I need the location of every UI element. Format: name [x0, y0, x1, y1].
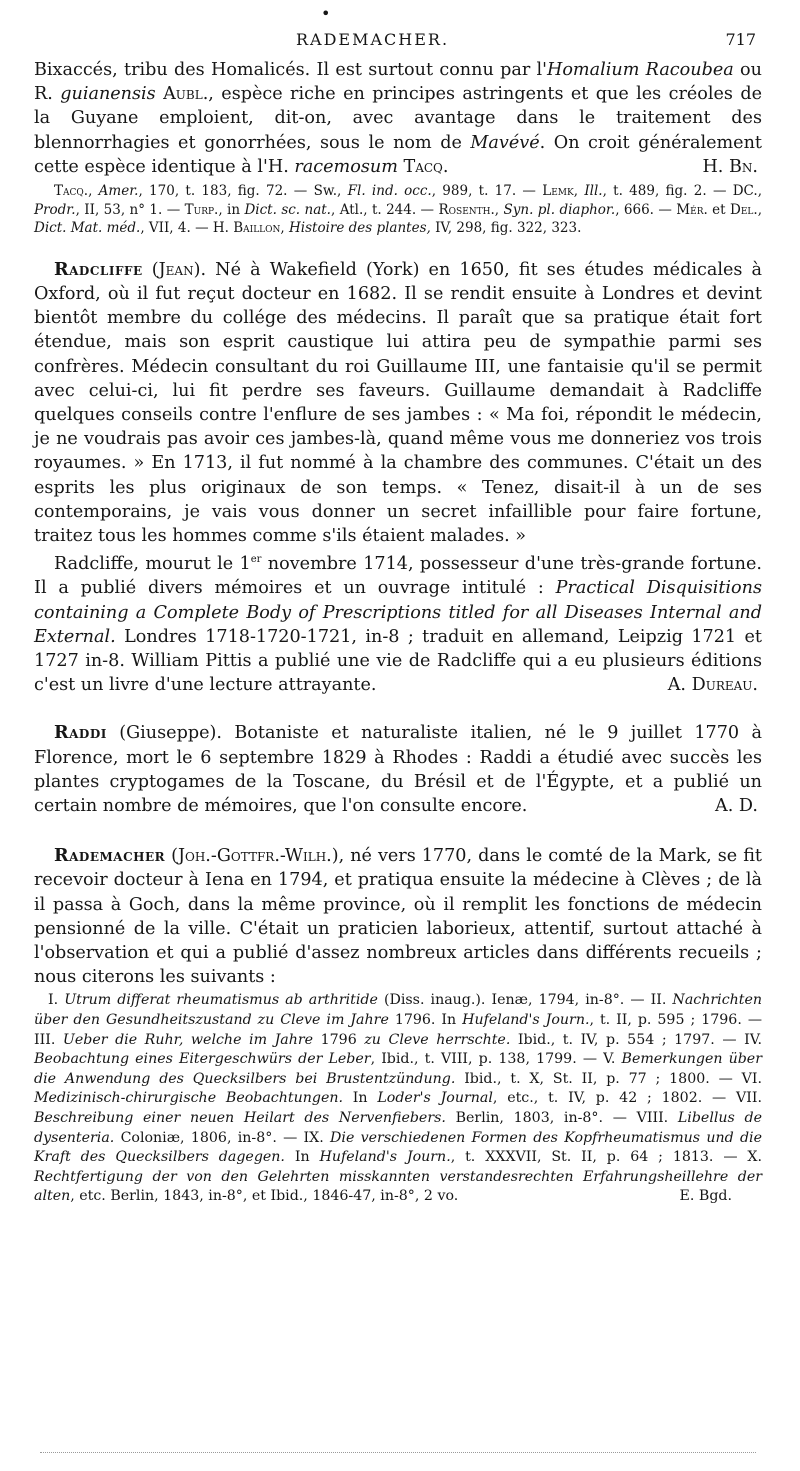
running-head: RADEMACHER. — [296, 30, 450, 49]
rademacher-works-list: I. Utrum differat rheumatismus ab arthritide (Diss. inaug.). Ienæ, 1794, in-8°. — II. Nachrichten über den Gesundheitszustand zu Cleve im Jahre 1796. In Hufeland's Journ., t. II, p. 595 ; 1796. — III. Ueber die Ruhr, welche im Jahre 1796 zu Cleve herrschte. Ibid., t. IV, p. 554 ; 1797. — IV. Beobachtung eines Eitergeschwürs der Leber, Ibid., t. VIII, p. 138, 1799. — V. Bemerkungen über die Anwendung des Quecksilbers bei Brustentzündung. Ibid., t. X, St. II, p. 77 ; 1800. — VI. Medizinisch-chirurgische Beobachtungen. In Loder's Journal, etc., t. IV, p. 42 ; 1802. — VII. Beschreibung einer neuen Heilart des Nervenfiebers. Berlin, 1803, in-8°. — VIII. Libellus de dysenteria. Coloniæ, 1806, in-8°. — IX. Die verschiedenen Formen des Kopfrheumatismus und die Kraft des Quecksilbers dagegen. In Hufeland's Journ., t. XXXVII, St. II, p. 64 ; 1813. — X. Rechtfertigung der von den Gelehrten misskannten verstandesrechten Erfahrungsheillehre der alten, etc. Berlin, 1843, in-8°, et Ibid., 1846-47, in-8°, 2 vo. E. Bgd. — [34, 991, 762, 1207]
footer-dotted-rule — [40, 1452, 756, 1453]
entry-rademacher: Rademacher (Joh.-Gottfr.-Wilh.), né vers 1770, dans le comté de la Mark, se fit recevoir docteur à Iena en 1794, et pratiqua ensuite la médecine à Clèves ; de là il passa à Goch, dans la même province, où il remplit les fonctions de médecin pensionné de la ville. C'était un praticien laborieux, attentif, surtout attaché à l'observation et qui a publié d'assez nombreux articles dans différents recueils ; nous citerons les suivants : — [34, 845, 762, 988]
body-text — [34, 58, 762, 1207]
entry-prev-references: Tacq., Amer., 170, t. 183, fig. 72. — Sw., Fl. ind. occ., 989, t. 17. — Lemk, Ill., t. 489, fig. 2. — DC., Prodr., II, 53, n° 1. — Turp., in Dict. sc. nat., Atl., t. 244. — Rosenth., Syn. pl. diaphor., 666. — Mér. et Del., Dict. Mat. méd., VII, 4. — H. Baillon, Histoire des plantes, IV, 298, fig. 322, 323. — [34, 183, 762, 237]
entry-radcliffe: Radcliffe (Jean). Né à Wakefield (York) en 1650, fit ses études médicales à Oxford, où il fut reçut docteur en 1682. Il se rendit ensuite à Londres et devint bientôt membre du collége des médecins. Il paraît que sa pratique était fort étendue, mais son esprit caustique lui attira peu de sympathie parmi ses confrères. Médecin consultant du roi Guillaume III, une fantaisie qu'il se permit avec celui-ci, lui fit perdre ses faveurs. Guillaume demandait à Radcliffe quelques conseils contre l'enflure de ses jambes : « Ma foi, répondit le médecin, je ne voudrais pas avoir ces jambes-là, quand même vous me donneriez vos trois royaumes. » En 1713, il fut nommé à la chambre des communes. C'était un des esprits les plus originaux de son temps. « Tenez, disait-il à un de ses contemporains, je vais vous donner un secret infaillible pour faire fortune, traitez tous les hommes comme s'ils étaient malades. » — [34, 258, 762, 547]
page-dot: • — [321, 4, 331, 23]
page-header — [34, 30, 762, 58]
headword-raddi: Raddi — [54, 722, 107, 744]
entry-radcliffe-paragraph-2: Radcliffe, mourut le 1er novembre 1714, possesseur d'une très-grande fortune. Il a publié divers mémoires et un ouvrage intitulé : Practical Disquisitions containing a Complete Body of Prescriptions titled for all Diseases Internal and External. Londres 1718-1720-1721, in-8 ; traduit en allemand, Leipzig 1721 et 1727 in-8. William Pittis a publié une vie de Radcliffe qui a eu plusieurs éditions c'est un livre d'une lecture attrayante. A. Dureau. — [34, 548, 762, 697]
author-signature: A. D. — [715, 795, 758, 816]
author-signature: A. Dureau. — [667, 675, 758, 696]
headword-rademacher: Rademacher — [54, 845, 166, 867]
author-signature: H. Bn. — [702, 156, 758, 177]
entry-raddi: Raddi (Giuseppe). Botaniste et naturaliste italien, né le 9 juillet 1770 à Florence, mort le 6 septembre 1829 à Rhodes : Raddi a étudié avec succès les plantes cryptogames de la Toscane, du Brésil et de l'Égypte, et a publié un certain nombre de mémoires, que l'on consulte encore. A. D. — [34, 721, 762, 818]
page-number: 717 — [725, 30, 756, 49]
headword-radcliffe: Radcliffe — [54, 258, 143, 280]
entry-prev-paragraph: Bixaccés, tribu des Homalicés. Il est surtout connu par l'Homalium Racoubea ou R. guianensis Aubl., espèce riche en principes astringents et que les créoles de la Guyane emploient, dit-on, avec avantage dans le traitement des blennorrhagies et gonorrhées, sous le nom de Mavévé. On croit généralement cette espèce identique à l'H. racemosum Tacq. H. Bn. — [34, 58, 762, 179]
page — [34, 0, 762, 1471]
author-signature: E. Bgd. — [679, 1188, 732, 1205]
